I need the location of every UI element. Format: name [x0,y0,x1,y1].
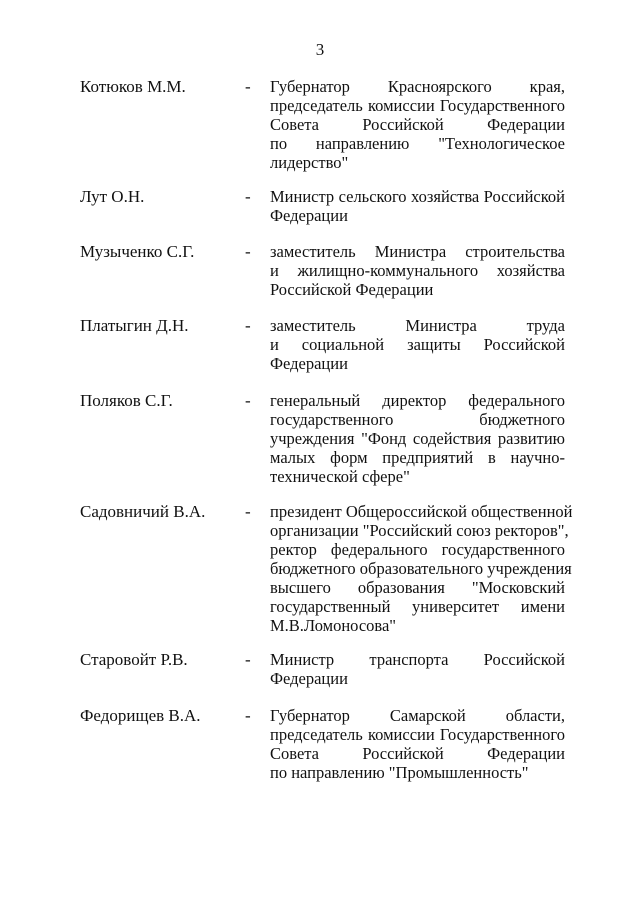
position-line: Совета Российской Федерации [270,744,565,763]
position-line: Федерации [270,206,348,225]
position-line: организации "Российский союз ректоров", [270,521,569,540]
position-line: Федерации [270,669,348,688]
position-line: Губернатор Красноярского края, [270,77,565,96]
member-name: Музыченко С.Г. [80,242,195,261]
position-line: М.В.Ломоносова" [270,616,397,635]
member-name: Старовойт Р.В. [80,650,188,669]
dash-separator: - [245,706,251,725]
dash-separator: - [245,187,251,206]
position-line: учреждения "Фонд содействия развитию [270,429,565,448]
position-line: по направлению "Технологическое [270,134,565,153]
position-line: лидерство" [270,153,349,172]
position-line: генеральный директор федерального [270,391,565,410]
member-name: Садовничий В.А. [80,502,206,521]
position-line: государственный университет имени [270,597,565,616]
position-line: по направлению "Промышленность" [270,763,529,782]
position-line: технической сфере" [270,467,410,486]
dash-separator: - [245,502,251,521]
member-name: Лут О.Н. [80,187,145,206]
dash-separator: - [245,77,251,96]
member-name: Платыгин Д.Н. [80,316,189,335]
dash-separator: - [245,242,251,261]
member-position [270,187,565,225]
position-line: и жилищно-коммунального хозяйства [270,261,565,280]
position-line: Министр сельского хозяйства Российской [270,187,565,206]
position-line: Федерации [270,354,348,373]
member-name: Котюков М.М. [80,77,186,96]
member-position [270,242,565,299]
position-line: малых форм предприятий в научно- [270,448,565,467]
position-line: заместитель Министра строительства [270,242,565,261]
position-line: Губернатор Самарской области, [270,706,565,725]
position-line: бюджетного образовательного учреждения [270,559,572,578]
member-position [270,706,565,782]
position-line: высшего образования "Московский [270,578,565,597]
member-position [270,650,565,688]
position-line: Министр транспорта Российской [270,650,565,669]
position-line: председатель комиссии Государственного [270,96,565,115]
position-line: Совета Российской Федерации [270,115,565,134]
dash-separator: - [245,391,251,410]
member-position [270,77,565,172]
page-number: 3 [315,40,325,59]
position-line: ректор федерального государственного [270,540,565,559]
position-line: президент Общероссийской общественной [270,502,573,521]
member-position [270,502,573,635]
member-position [270,316,565,373]
dash-separator: - [245,650,251,669]
dash-separator: - [245,316,251,335]
position-line: государственного бюджетного [270,410,565,429]
member-name: Федорищев В.А. [80,706,201,725]
position-line: председатель комиссии Государственного [270,725,565,744]
member-position [270,391,565,486]
position-line: заместитель Министра труда [270,316,565,335]
member-name: Поляков С.Г. [80,391,173,410]
position-line: Российской Федерации [270,280,434,299]
position-line: и социальной защиты Российской [270,335,565,354]
